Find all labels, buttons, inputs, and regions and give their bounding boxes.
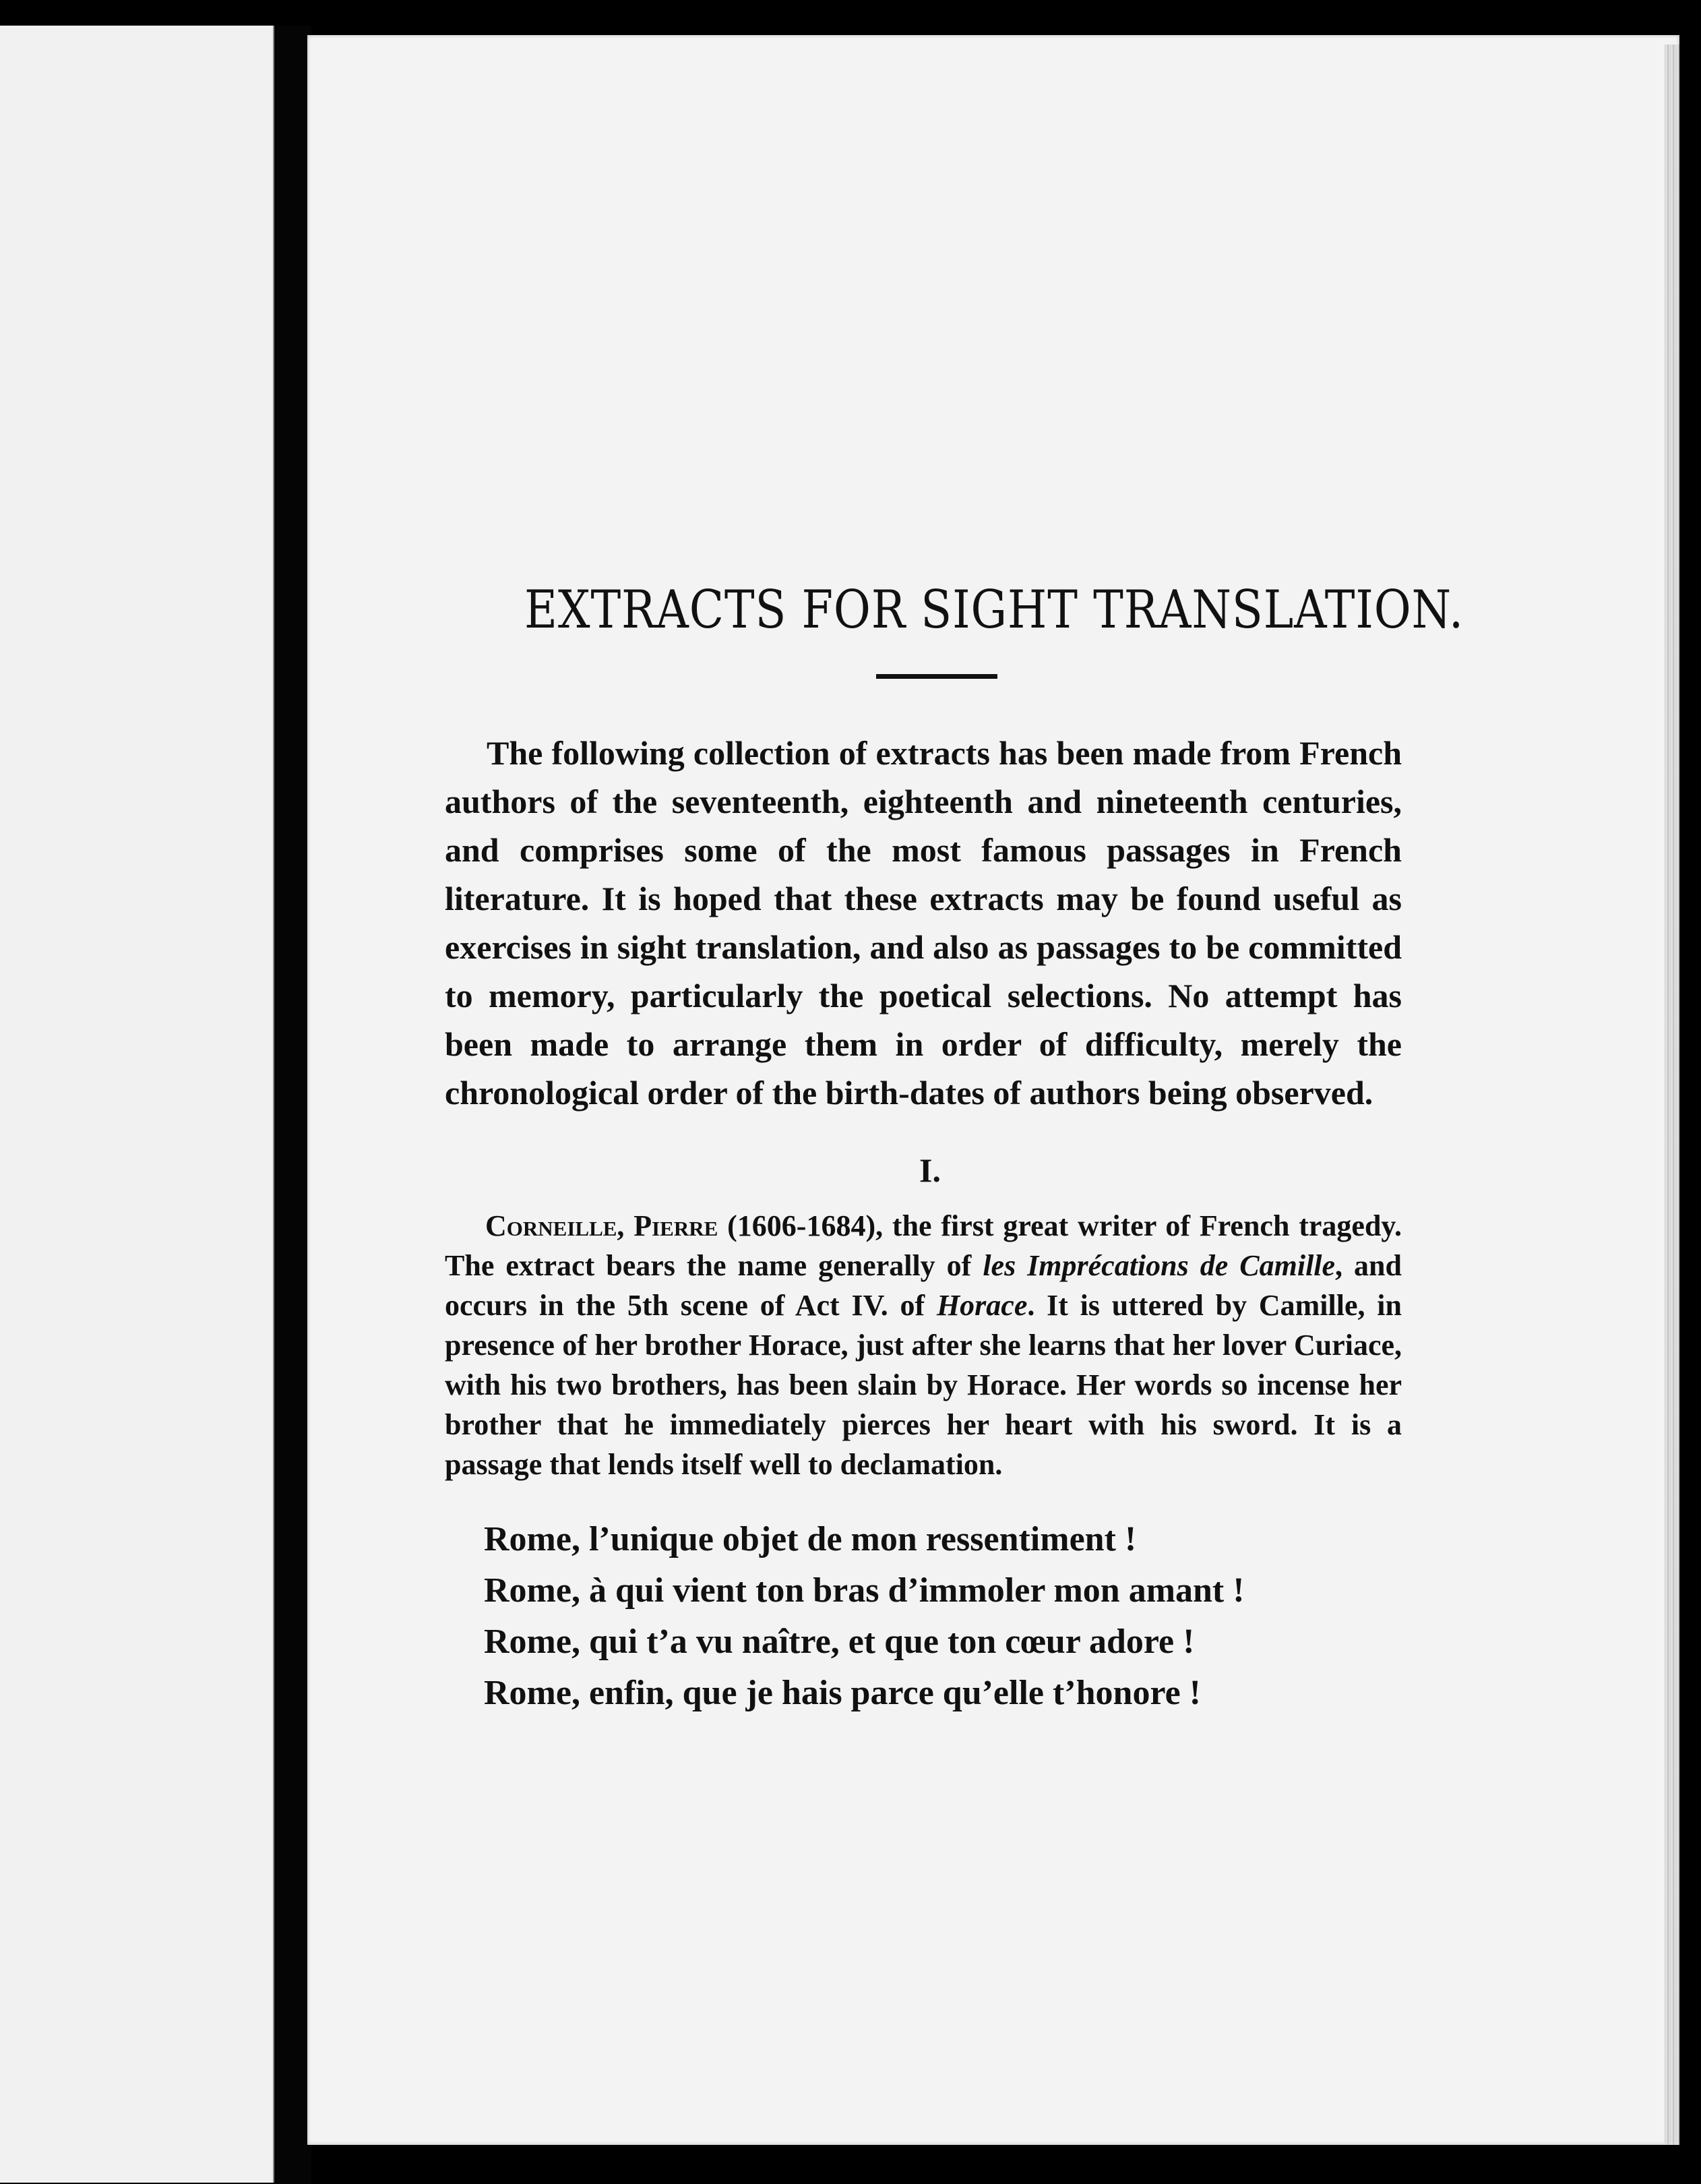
verse-line: Rome, enfin, que je hais parce qu’elle t’honore !: [484, 1674, 1201, 1712]
verse-line: Rome, l’unique objet de mon ressentiment !: [484, 1520, 1137, 1558]
title-rule: [876, 674, 997, 679]
section-number: I.: [919, 1151, 941, 1189]
page-title: EXTRACTS FOR SIGHT TRANSLATION.: [524, 580, 1464, 640]
intro-paragraph: The following collection of extracts has been made from French authors of the seventeenth, eighteenth and nineteenth centuries, and comprises some of the most famous passages in French literature. It is hoped that these extracts may be found useful as exercises in sight translation, and also as passages to be committed to memory, particularly the poetical selections. No attempt has been made to arrange them in order of difficulty, merely the chronological order of the birth-dates of authors being observed.: [445, 734, 1402, 1112]
verse-block: [445, 1514, 1402, 1719]
note-text-1: the first great writer of French tragedy. The extract bears the name generally of: [445, 1209, 1402, 1282]
book-gutter: [274, 26, 311, 2184]
page-edges: [1665, 44, 1679, 2145]
note-play-italic: Horace: [936, 1289, 1028, 1322]
note-text-3: . It is uttered by Camille, in presence of her brother Horace, just after she learns that her lover Curiace, with his two brothers, has been slain by Horace. Her words so incense her brother that he immediately pierces her heart with his sword. It is a passage that lends itself well to declamation.: [445, 1289, 1402, 1481]
verse-line: Rome, à qui vient ton bras d’immoler mon amant !: [484, 1571, 1245, 1610]
verse-line: Rome, qui t’a vu naître, et que ton cœur adore !: [484, 1622, 1195, 1661]
author-dates: (1606-1684),: [727, 1209, 884, 1242]
note-title-italic: les Imprécations de Camille: [983, 1249, 1336, 1282]
page-content: [445, 580, 1464, 1719]
note-text-2: , and occurs in the 5th scene of Act IV. of: [445, 1249, 1402, 1322]
author-name: Corneille, Pierre: [485, 1209, 718, 1242]
author-note: [445, 1206, 1402, 1484]
left-page-blank: [0, 26, 274, 2183]
